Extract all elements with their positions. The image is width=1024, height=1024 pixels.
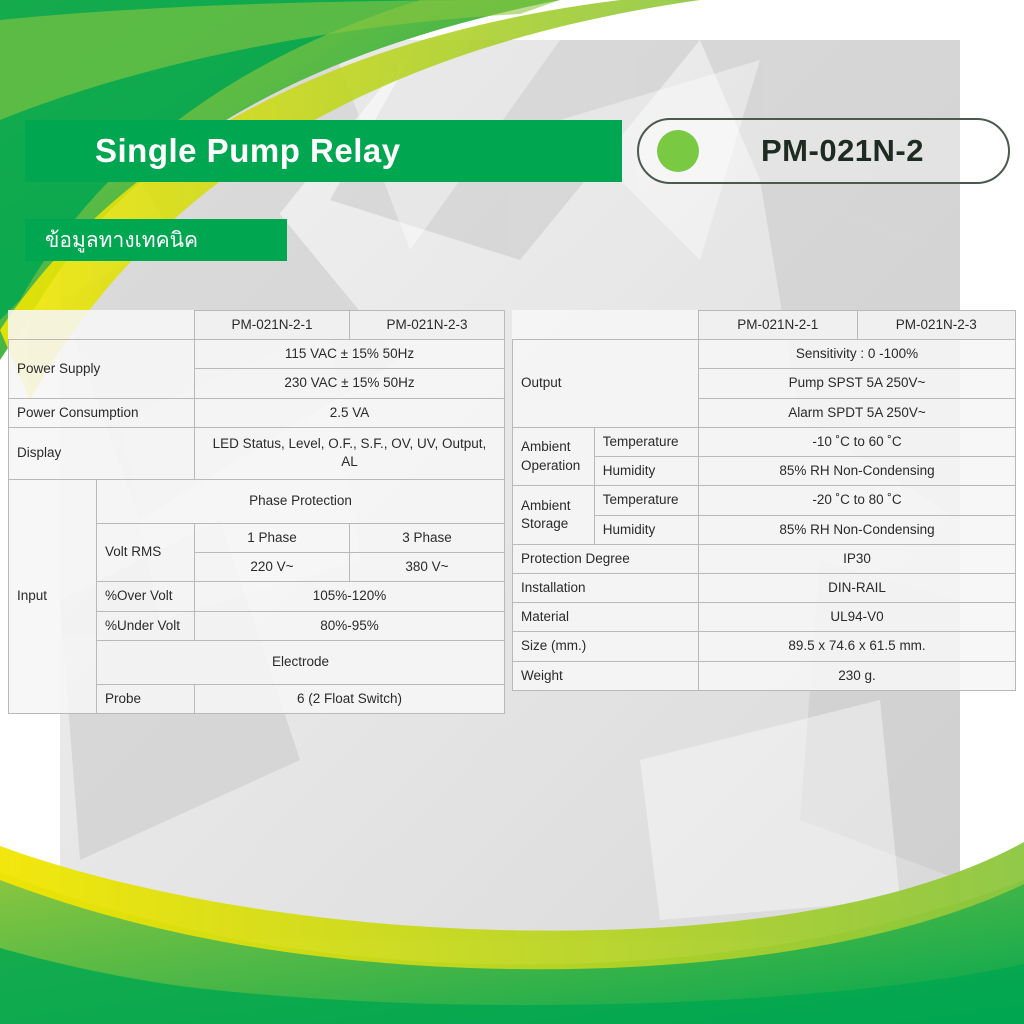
cell-power-supply-230: 230 VAC ± 15% 50Hz [195, 369, 505, 398]
green-circle-icon [657, 130, 699, 172]
specifications-table-right [512, 310, 1016, 691]
table-row [9, 398, 505, 427]
table-row [513, 632, 1016, 661]
table-row [9, 479, 505, 523]
column-header-variant-1: PM-021N-2-1 [699, 311, 857, 340]
cell-storage-temperature: -20 ˚C to 80 ˚C [699, 486, 1016, 515]
table-row [513, 661, 1016, 690]
row-label-weight: Weight [513, 661, 699, 690]
cell-output-sensitivity: Sensitivity : 0 -100% [699, 340, 1016, 369]
cell-storage-humidity: 85% RH Non-Condensing [699, 515, 1016, 544]
table-row [9, 427, 505, 479]
cell-power-consumption: 2.5 VA [195, 398, 505, 427]
table-row [9, 340, 505, 369]
subrow-label-storage-humidity: Humidity [594, 515, 698, 544]
cell-size: 89.5 x 74.6 x 61.5 mm. [699, 632, 1016, 661]
table-row [513, 486, 1016, 515]
cell-over-volt: 105%-120% [195, 582, 505, 611]
row-label-size: Size (mm.) [513, 632, 699, 661]
column-header-variant-1: PM-021N-2-1 [195, 311, 350, 340]
row-label-input: Input [9, 479, 97, 713]
cell-material: UL94-V0 [699, 603, 1016, 632]
specifications-table-left [8, 310, 505, 714]
subtitle-text: ข้อมูลทางเทคนิค [45, 228, 199, 252]
subrow-label-operation-temperature: Temperature [594, 427, 698, 456]
subrow-label-volt-rms: Volt RMS [97, 523, 195, 581]
subrow-label-over-volt: %Over Volt [97, 582, 195, 611]
cell-installation: DIN-RAIL [699, 573, 1016, 602]
column-header-variant-3: PM-021N-2-3 [350, 311, 505, 340]
page-title-banner [25, 120, 622, 182]
table-row [513, 427, 1016, 456]
row-label-ambient-storage: Ambient Storage [513, 486, 595, 544]
row-label-power-consumption: Power Consumption [9, 398, 195, 427]
cell-operation-temperature: -10 ˚C to 60 ˚C [699, 427, 1016, 456]
column-header-variant-3: PM-021N-2-3 [857, 311, 1016, 340]
model-number: PM-021N-2 [761, 133, 924, 168]
row-label-ambient-operation: Ambient Operation [513, 427, 595, 485]
table-row [513, 573, 1016, 602]
subrow-label-storage-temperature: Temperature [594, 486, 698, 515]
cell-protection-degree: IP30 [699, 544, 1016, 573]
cell-display: LED Status, Level, O.F., S.F., OV, UV, Output, AL [195, 427, 505, 479]
cell-volt-rms-1-phase: 1 Phase [195, 523, 350, 552]
cell-volt-rms-220: 220 V~ [195, 553, 350, 582]
cell-operation-humidity: 85% RH Non-Condensing [699, 457, 1016, 486]
model-badge [637, 118, 1010, 184]
row-label-protection-degree: Protection Degree [513, 544, 699, 573]
cell-probe: 6 (2 Float Switch) [195, 684, 505, 713]
table-row [513, 311, 1016, 340]
row-label-output: Output [513, 340, 699, 428]
cell-under-volt: 80%-95% [195, 611, 505, 640]
table-row [9, 311, 505, 340]
table-corner-cell [9, 311, 195, 340]
cell-output-pump: Pump SPST 5A 250V~ [699, 369, 1016, 398]
row-label-material: Material [513, 603, 699, 632]
row-label-display: Display [9, 427, 195, 479]
row-label-installation: Installation [513, 573, 699, 602]
table-corner-cell [513, 311, 699, 340]
cell-power-supply-115: 115 VAC ± 15% 50Hz [195, 340, 505, 369]
subrow-label-operation-humidity: Humidity [594, 457, 698, 486]
row-label-power-supply: Power Supply [9, 340, 195, 398]
subrow-label-under-volt: %Under Volt [97, 611, 195, 640]
subrow-label-probe: Probe [97, 684, 195, 713]
subrow-label-phase-protection: Phase Protection [97, 479, 505, 523]
cell-volt-rms-380: 380 V~ [350, 553, 505, 582]
table-row [513, 544, 1016, 573]
cell-volt-rms-3-phase: 3 Phase [350, 523, 505, 552]
cell-output-alarm: Alarm SPDT 5A 250V~ [699, 398, 1016, 427]
table-row [513, 603, 1016, 632]
subrow-label-electrode: Electrode [97, 640, 505, 684]
table-row [513, 340, 1016, 369]
cell-weight: 230 g. [699, 661, 1016, 690]
page-title: Single Pump Relay [95, 132, 401, 169]
subtitle-banner [25, 219, 287, 261]
